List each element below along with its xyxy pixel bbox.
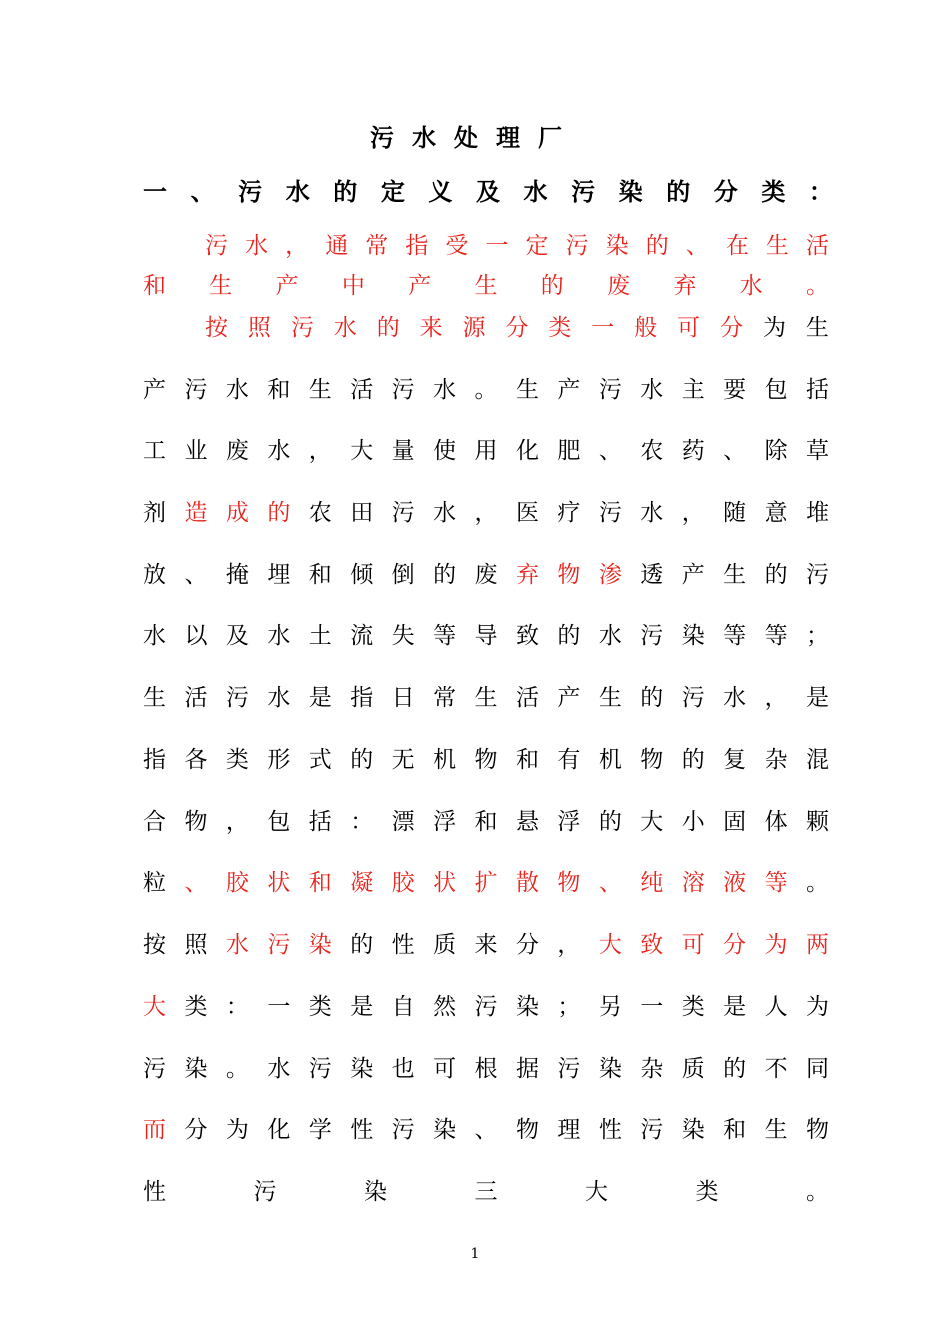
document-title: 污水处理厂 bbox=[370, 123, 580, 152]
section-heading bbox=[143, 170, 833, 214]
text-line: 性 污 染 三 大 类 。 bbox=[143, 1179, 829, 1205]
text-line: 污 水 ， 通 常 指 受 一 定 污 染 的 、 在 生 活 bbox=[205, 233, 829, 259]
text-line: 和 生 产 中 产 生 的 废 弃 水 。 bbox=[143, 273, 829, 299]
text-line: 放 、 掩 埋 和 倾 倒 的 废 弃 物 渗 透 产 生 的 污 bbox=[143, 562, 829, 588]
text-line: 污 染 。 水 污 染 也 可 根 据 污 染 杂 质 的 不 同 bbox=[143, 1056, 829, 1082]
text-line: 工 业 废 水 ， 大 量 使 用 化 肥 、 农 药 、 除 草 bbox=[143, 438, 829, 464]
text-line: 产 污 水 和 生 活 污 水 。 生 产 污 水 主 要 包 括 bbox=[143, 377, 829, 403]
page-number: 1 bbox=[470, 1246, 480, 1262]
text-line: 生 活 污 水 是 指 日 常 生 活 产 生 的 污 水 ， 是 bbox=[143, 685, 829, 711]
text-line: 合 物 ， 包 括 ： 漂 浮 和 悬 浮 的 大 小 固 体 颗 bbox=[143, 809, 829, 835]
text-line: 按 照 水 污 染 的 性 质 来 分 ， 大 致 可 分 为 两 bbox=[143, 932, 829, 958]
text-line: 粒 、 胶 状 和 凝 胶 状 扩 散 物 、 纯 溶 液 等 。 bbox=[143, 870, 829, 896]
section-heading-text: 一 、 污 水 的 定 义 及 水 污 染 的 分 类 ： bbox=[143, 177, 833, 206]
text-line: 指 各 类 形 式 的 无 机 物 和 有 机 物 的 复 杂 混 bbox=[143, 747, 829, 773]
text-line: 而 分 为 化 学 性 污 染 、 物 理 性 污 染 和 生 物 bbox=[143, 1117, 829, 1143]
text-line: 按 照 污 水 的 来 源 分 类 一 般 可 分 为 生 bbox=[205, 315, 829, 341]
text-line: 剂 造 成 的 农 田 污 水 ， 医 疗 污 水 ， 随 意 堆 bbox=[143, 500, 829, 526]
text-line: 大 类 ： 一 类 是 自 然 污 染 ； 另 一 类 是 人 为 bbox=[143, 994, 829, 1020]
text-line: 水 以 及 水 土 流 失 等 导 致 的 水 污 染 等 等 ； bbox=[143, 623, 829, 649]
